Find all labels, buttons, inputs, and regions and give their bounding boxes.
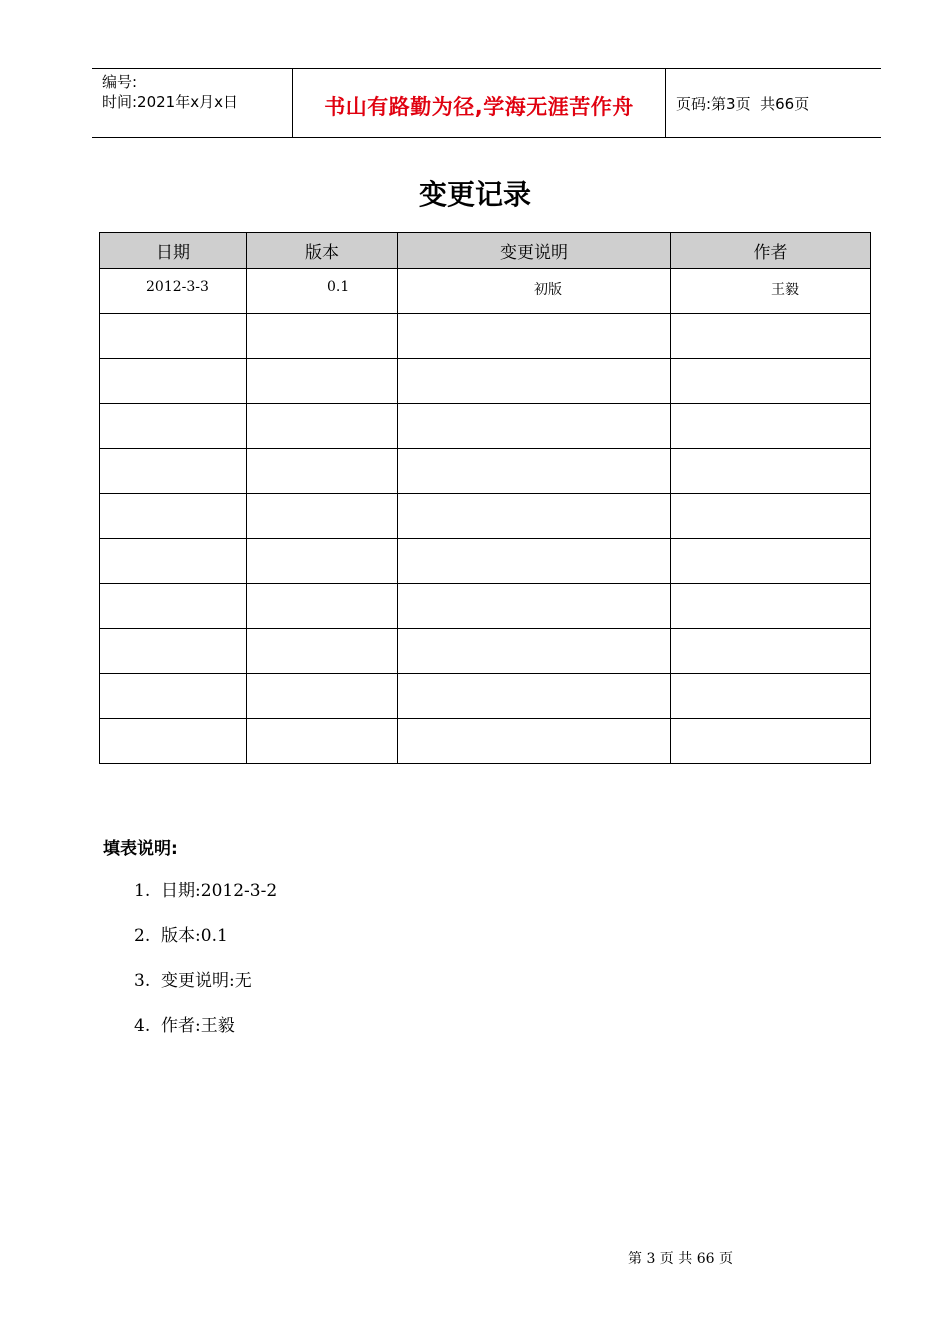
cell-date: [100, 404, 247, 449]
cell-description: [398, 269, 671, 314]
cell-version-text: [247, 584, 397, 594]
cell-description-text: [398, 314, 670, 324]
cell-author: [671, 359, 871, 404]
table-row: [100, 404, 871, 449]
cell-version-text: [247, 539, 397, 549]
cell-version: [247, 449, 398, 494]
cell-description-text: [398, 629, 670, 639]
cell-date: [100, 674, 247, 719]
header-page-info: 页码:第3页 共66页: [676, 95, 810, 113]
cell-version-text: [247, 719, 397, 729]
notes-title: 填表说明:: [103, 839, 178, 859]
header-slogan-cell: [292, 69, 666, 137]
change-log-table: [99, 232, 871, 764]
cell-description: [398, 494, 671, 539]
notes-item: 2. 版本:0.1: [134, 926, 228, 946]
cell-version-text: [247, 404, 397, 414]
cell-author-text: [671, 359, 870, 369]
table-row: [100, 314, 871, 359]
cell-date: [100, 584, 247, 629]
cell-date-text: 2012-3-3: [146, 279, 209, 295]
cell-description-text: [398, 449, 670, 459]
cell-date-text: [100, 449, 246, 459]
cell-date: [100, 719, 247, 764]
table-row: [100, 584, 871, 629]
cell-author-text: [671, 629, 870, 639]
cell-date-text: [100, 539, 246, 549]
page-footer: 第 3 页 共 66 页: [628, 1251, 733, 1267]
cell-author-text: [671, 719, 870, 729]
cell-date-text: [100, 404, 246, 414]
cell-description-text: [398, 674, 670, 684]
cell-date-text: [100, 494, 246, 504]
cell-date-text: [100, 629, 246, 639]
cell-version: [247, 584, 398, 629]
cell-author-text: [671, 539, 870, 549]
cell-date: [100, 449, 247, 494]
cell-description-text: [398, 539, 670, 549]
cell-description: [398, 674, 671, 719]
column-header-version: 版本: [247, 233, 398, 269]
cell-author: [671, 539, 871, 584]
cell-author: [671, 674, 871, 719]
document-number: 编号:: [102, 73, 138, 91]
cell-author: [671, 584, 871, 629]
cell-date-text: [100, 719, 246, 729]
page-header: [92, 68, 881, 138]
page-title: 变更记录: [418, 178, 531, 211]
cell-version: [247, 674, 398, 719]
table-row: [100, 539, 871, 584]
cell-author: [671, 314, 871, 359]
table-row: [100, 674, 871, 719]
cell-date: [100, 359, 247, 404]
cell-version-text: [247, 494, 397, 504]
cell-version: [247, 629, 398, 674]
cell-description-text: 初版: [534, 282, 562, 298]
cell-author-text: [671, 404, 870, 414]
cell-date-text: [100, 584, 246, 594]
cell-version-text: [247, 449, 397, 459]
cell-date-text: [100, 314, 246, 324]
cell-description-text: [398, 359, 670, 369]
document-time: 时间:2021年x月x日: [102, 93, 238, 111]
cell-author: [671, 269, 871, 314]
table-row: [100, 269, 871, 314]
cell-version: [247, 404, 398, 449]
cell-description: [398, 584, 671, 629]
cell-author-text: [671, 494, 870, 504]
cell-author: [671, 494, 871, 539]
cell-version-text: [247, 674, 397, 684]
column-header-author: 作者: [671, 233, 871, 269]
cell-date-text: [100, 674, 246, 684]
cell-description: [398, 629, 671, 674]
table-row: [100, 719, 871, 764]
cell-version: [247, 719, 398, 764]
cell-date: [100, 314, 247, 359]
notes-item: 3. 变更说明:无: [134, 971, 252, 991]
notes-item: 1. 日期:2012-3-2: [134, 881, 278, 901]
cell-version: [247, 539, 398, 584]
table-row: [100, 449, 871, 494]
cell-version: [247, 494, 398, 539]
cell-version-text: 0.1: [327, 279, 350, 295]
cell-version-text: [247, 314, 397, 324]
cell-description: [398, 404, 671, 449]
cell-author-text: [671, 449, 870, 459]
cell-description-text: [398, 494, 670, 504]
cell-version-text: [247, 359, 397, 369]
table-row: [100, 494, 871, 539]
cell-author-text: [671, 584, 870, 594]
cell-description-text: [398, 584, 670, 594]
cell-version-text: [247, 629, 397, 639]
cell-date-text: [100, 359, 246, 369]
header-page-cell: [666, 69, 881, 137]
cell-date: [100, 269, 247, 314]
header-slogan: 书山有路勤为径,学海无涯苦作舟: [324, 95, 634, 119]
notes-item: 4. 作者:王毅: [134, 1016, 235, 1036]
column-header-date: 日期: [100, 233, 247, 269]
cell-description: [398, 449, 671, 494]
cell-date: [100, 494, 247, 539]
table-row: [100, 629, 871, 674]
cell-author-text: 王毅: [771, 282, 799, 298]
cell-author-text: [671, 674, 870, 684]
cell-description: [398, 359, 671, 404]
cell-author: [671, 404, 871, 449]
cell-date: [100, 539, 247, 584]
cell-date: [100, 629, 247, 674]
cell-author: [671, 629, 871, 674]
notes-list: [134, 876, 277, 1056]
cell-author-text: [671, 314, 870, 324]
cell-version: [247, 359, 398, 404]
cell-description: [398, 539, 671, 584]
cell-version: [247, 314, 398, 359]
cell-description: [398, 719, 671, 764]
cell-author: [671, 449, 871, 494]
column-header-description: 变更说明: [398, 233, 671, 269]
table-header-row: [100, 233, 871, 269]
cell-description-text: [398, 719, 670, 729]
header-meta: [92, 69, 292, 137]
cell-author: [671, 719, 871, 764]
cell-description: [398, 314, 671, 359]
cell-version: [247, 269, 398, 314]
cell-description-text: [398, 404, 670, 414]
table-row: [100, 359, 871, 404]
